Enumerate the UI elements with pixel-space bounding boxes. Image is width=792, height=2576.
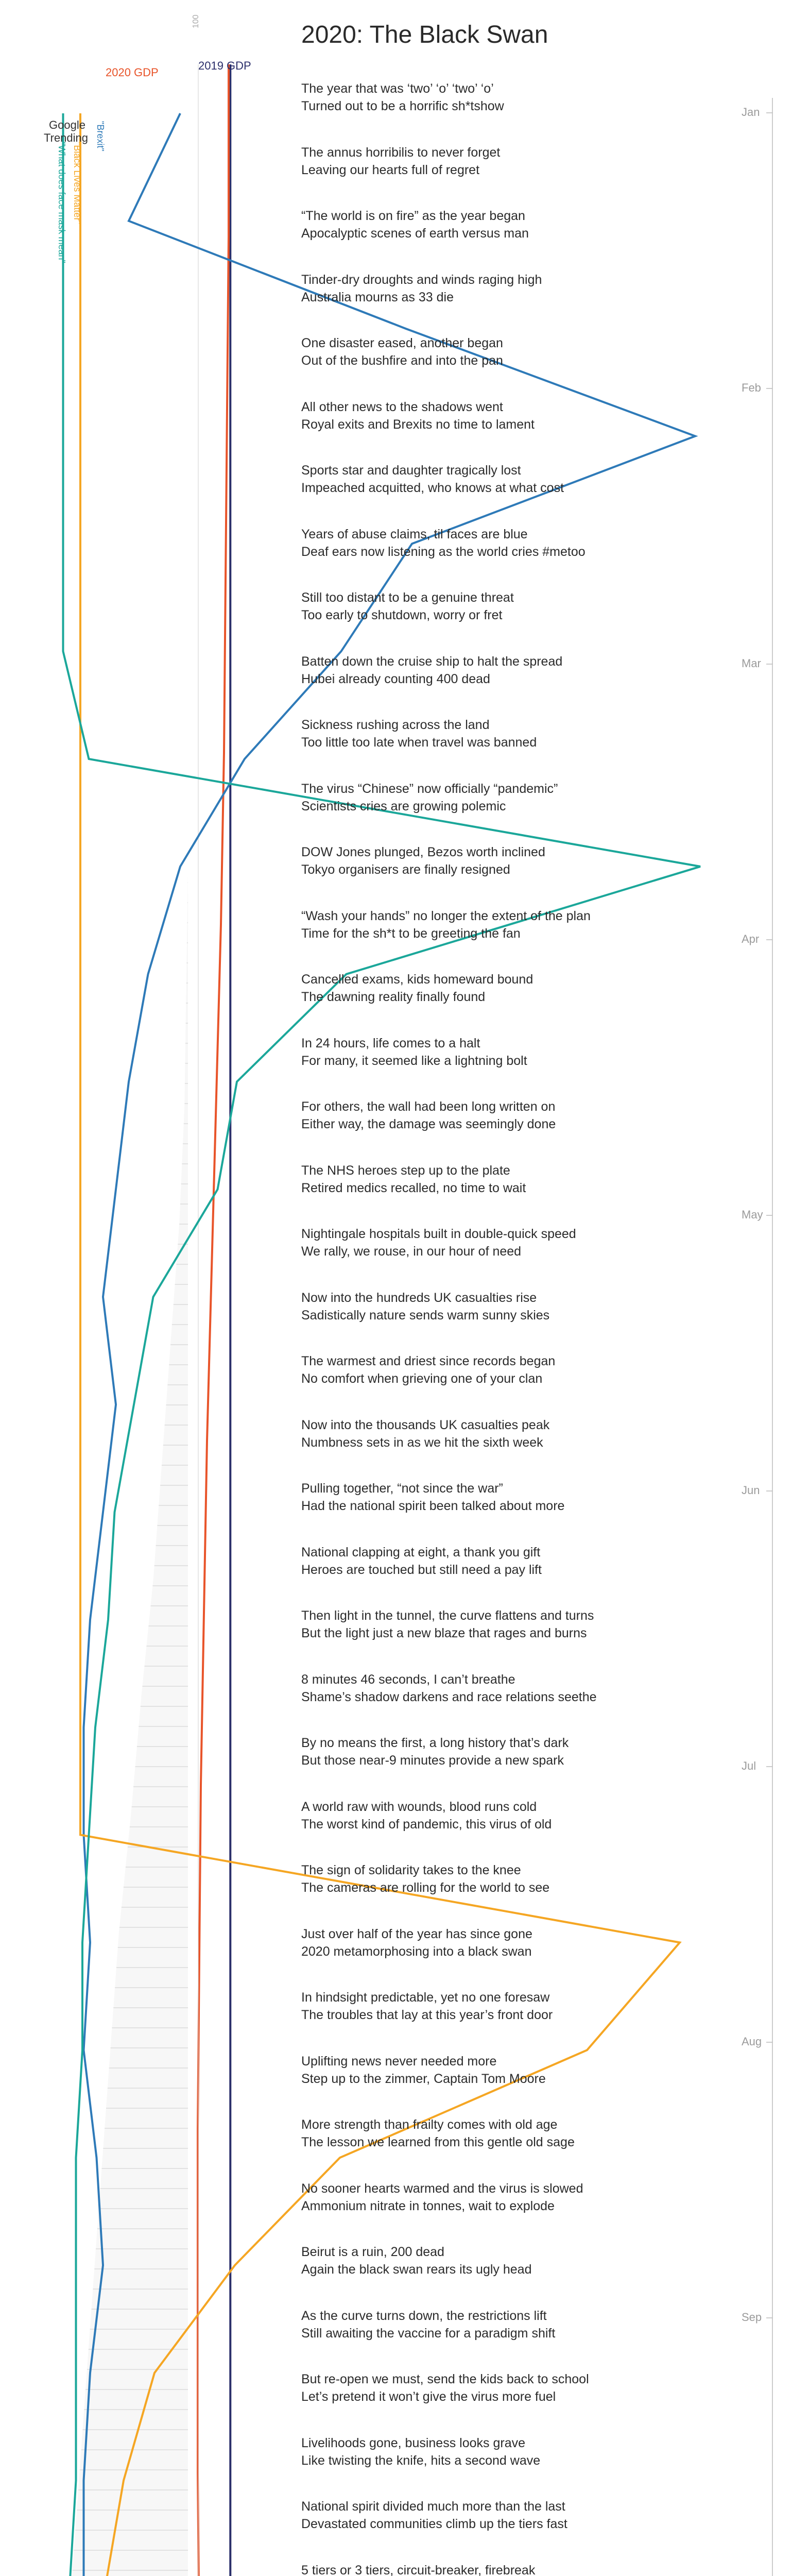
stanza (301, 80, 744, 115)
stanza-line: In hindsight predictable, yet no one foresaw (301, 1990, 550, 2005)
stanza (301, 2307, 744, 2342)
stanza (301, 1352, 744, 1387)
stanza-line: In 24 hours, life comes to a halt (301, 1036, 480, 1050)
stanza-line: Turned out to be a horrific sh*tshow (301, 99, 504, 113)
stanza-line: Impeached acquitted, who knows at what cost (301, 481, 564, 495)
month-label: Jan (742, 106, 760, 118)
stanza-line: The troubles that lay at this year’s front door (301, 2008, 553, 2022)
stanza-line: Shame’s shadow darkens and race relations seethe (301, 1689, 597, 1704)
stanza (301, 2243, 744, 2278)
stanza-line: Still awaiting the vaccine for a paradigm shift (301, 2326, 556, 2341)
stanza-line: Retired medics recalled, no time to wait (301, 1180, 526, 1195)
stanza-line: Now into the hundreds UK casualties rise (301, 1290, 537, 1305)
stanza-line: Again the black swan rears its ugly head (301, 2262, 532, 2277)
stanza-line: The annus horribilis to never forget (301, 145, 501, 160)
stanza-line: Sickness rushing across the land (301, 718, 490, 732)
stanza-line: Heroes are touched but still need a pay lift (301, 1562, 542, 1577)
stanza-line: Sadistically nature sends warm sunny skies (301, 1308, 550, 1323)
stanza-line: For others, the wall had been long written on (301, 1099, 556, 1114)
stanza (301, 1098, 744, 1133)
stanza (301, 1798, 744, 1833)
stanza-line: 5 tiers or 3 tiers, circuit-breaker, firebreak (301, 2563, 536, 2576)
stanza-line: One disaster eased, another began (301, 336, 503, 350)
stanza-line: Just over half of the year has since gone (301, 1926, 532, 1941)
stanza (301, 1861, 744, 1896)
stanza-line: Like twisting the knife, hits a second wave (301, 2453, 541, 2468)
stanza-line: We rally, we rouse, in our hour of need (301, 1244, 522, 1259)
stanza-line: The warmest and driest since records began (301, 1354, 556, 1368)
stanza-line: For many, it seemed like a lightning bolt (301, 1053, 527, 1068)
stanza-line: Scientists cries are growing polemic (301, 799, 506, 814)
stanza (301, 207, 744, 242)
month-label: Apr (742, 933, 760, 945)
stanza (301, 780, 744, 815)
stanza-line: But re-open we must, send the kids back to school (301, 2372, 589, 2386)
series-label: Trending (44, 131, 89, 144)
stanza-line: The NHS heroes step up to the plate (301, 1163, 510, 1178)
stanza (301, 1035, 744, 1070)
stanza (301, 589, 744, 624)
stanza-line: All other news to the shadows went (301, 399, 503, 414)
stanza-line: Devastated communities climb up the tiers fast (301, 2517, 567, 2531)
stanza-line: Deaf ears now listening as the world cries #metoo (301, 544, 586, 559)
stanza-line: Years of abuse claims, til faces are blue (301, 527, 528, 541)
stanza (301, 2053, 744, 2088)
stanza-line: Had the national spirit been talked about more (301, 1499, 565, 1513)
stanza-line: Australia mourns as 33 die (301, 290, 454, 304)
stanza (301, 144, 744, 179)
stanza-line: Leaving our hearts full of regret (301, 162, 480, 177)
stanza (301, 2498, 744, 2533)
stanza-line: Numbness sets in as we hit the sixth week (301, 1435, 543, 1450)
stanza (301, 716, 744, 751)
stanza-line: The sign of solidarity takes to the knee (301, 1863, 521, 1877)
stanza-line: As the curve turns down, the restrictions lift (301, 2308, 547, 2323)
stanza-line: But those near-9 minutes provide a new spark (301, 1753, 564, 1768)
stanza-line: The year that was ‘two’ ‘o’ ‘two’ ‘o’ (301, 81, 494, 96)
stanza-line: “Wash your hands” no longer the extent of the plan (301, 908, 591, 923)
stanza (301, 1989, 744, 2024)
stanza-line: Now into the thousands UK casualties peak (301, 1417, 550, 1432)
stanza (301, 462, 744, 497)
stanza-line: DOW Jones plunged, Bezos worth inclined (301, 845, 545, 859)
stanza-line: A world raw with wounds, blood runs cold (301, 1799, 537, 1814)
stanza (301, 2180, 744, 2215)
month-label: Aug (742, 2035, 762, 2048)
stanza-line: Ammonium nitrate in tonnes, wait to explode (301, 2198, 555, 2213)
stanza-line: But the light just a new blaze that rages and burns (301, 1626, 587, 1640)
stanza (301, 1544, 744, 1579)
stanza (301, 271, 744, 306)
stanza-line: The cameras are rolling for the world to see (301, 1880, 550, 1895)
month-label: Jul (742, 1759, 756, 1772)
stanza-line: Nightingale hospitals built in double-quick speed (301, 1227, 576, 1241)
stanza (301, 1416, 744, 1451)
stanza-line: The dawning reality finally found (301, 990, 486, 1004)
stanza-line: The lesson we learned from this gentle old sage (301, 2135, 575, 2149)
stanza (301, 1225, 744, 1260)
stanza-line: Tinder-dry droughts and winds raging high (301, 272, 542, 287)
stanza-line: The worst kind of pandemic, this virus of old (301, 1817, 552, 1832)
stanza-line: By no means the first, a long history that’s dark (301, 1736, 569, 1750)
stanza-line: Royal exits and Brexits no time to lament (301, 417, 535, 432)
stanza-line: 2020 metamorphosing into a black swan (301, 1944, 532, 1959)
stanza-line: Either way, the damage was seemingly done (301, 1117, 556, 1131)
stanza-line: Too little too late when travel was banned (301, 735, 537, 750)
stanza (301, 1734, 744, 1769)
series-label: "Black Lives Matter" (72, 142, 82, 224)
series-label: "What does face mask mean" (57, 142, 67, 263)
stanza-line: Pulling together, “not since the war” (301, 1481, 503, 1496)
stanza (301, 653, 744, 688)
stanza-line: Batten down the cruise ship to halt the spread (301, 654, 563, 669)
gdp-2020-line (198, 64, 229, 2576)
stanza (301, 526, 744, 561)
month-label: Feb (742, 381, 761, 394)
stanza-line: Cancelled exams, kids homeward bound (301, 972, 533, 987)
stanza-line: Too early to shutdown, worry or fret (301, 608, 503, 622)
stanza-line: More strength than frailty comes with old age (301, 2117, 558, 2132)
stanza-line: No comfort when grieving one of your clan (301, 1371, 543, 1386)
stanza-line: Let’s pretend it won’t give the virus more fuel (301, 2389, 556, 2404)
stanza (301, 1480, 744, 1515)
stanza (301, 1289, 744, 1324)
stanza (301, 1162, 744, 1197)
stanza (301, 1671, 744, 1706)
series-label: 2020 GDP (106, 66, 159, 79)
stanza (301, 2434, 744, 2469)
stanza-line: Still too distant to be a genuine threat (301, 590, 514, 605)
stanza (301, 2562, 744, 2576)
stanza (301, 334, 744, 369)
stanza (301, 2370, 744, 2405)
stanza-line: Beirut is a ruin, 200 dead (301, 2245, 444, 2259)
stanza-line: Livelihoods gone, business looks grave (301, 2435, 525, 2450)
stanza-line: Hubei already counting 400 dead (301, 671, 490, 686)
stanza-line: Tokyo organisers are finally resigned (301, 862, 510, 877)
stanza (301, 907, 744, 942)
stanza-line: The virus “Chinese” now officially “pandemic” (301, 781, 558, 796)
stanza (301, 971, 744, 1006)
month-label: Mar (742, 657, 761, 670)
stanza-line: Out of the bushfire and into the pan (301, 353, 503, 368)
stanza-line: Apocalyptic scenes of earth versus man (301, 226, 529, 241)
series-label: 2019 GDP (198, 59, 251, 72)
series-label: Google (49, 118, 85, 131)
page-title: 2020: The Black Swan (301, 21, 548, 48)
stanza-line: National clapping at eight, a thank you gift (301, 1545, 541, 1560)
stanza-line: Then light in the tunnel, the curve flattens and turns (301, 1608, 594, 1623)
series-label: "Brexit" (95, 121, 106, 151)
stanza (301, 1607, 744, 1642)
stanza-line: National spirit divided much more than the last (301, 2499, 565, 2514)
stanza-line: 8 minutes 46 seconds, I can’t breathe (301, 1672, 515, 1687)
month-label: Sep (742, 2311, 762, 2324)
stanza (301, 1925, 744, 1960)
month-label: May (742, 1208, 763, 1221)
stanza (301, 2116, 744, 2151)
stanza-line: Uplifting news never needed more (301, 2054, 497, 2069)
month-label: Jun (742, 1484, 760, 1497)
stanza-line: Step up to the zimmer, Captain Tom Moore (301, 2071, 546, 2086)
series-label: 100 (192, 14, 200, 28)
stanza (301, 843, 744, 878)
stanza (301, 398, 744, 433)
stanza-line: “The world is on fire” as the year began (301, 209, 525, 223)
stanza-line: No sooner hearts warmed and the virus is slowed (301, 2181, 583, 2196)
stanza-line: Sports star and daughter tragically lost (301, 463, 521, 478)
stanza-line: Time for the sh*t to be greeting the fan (301, 926, 521, 941)
